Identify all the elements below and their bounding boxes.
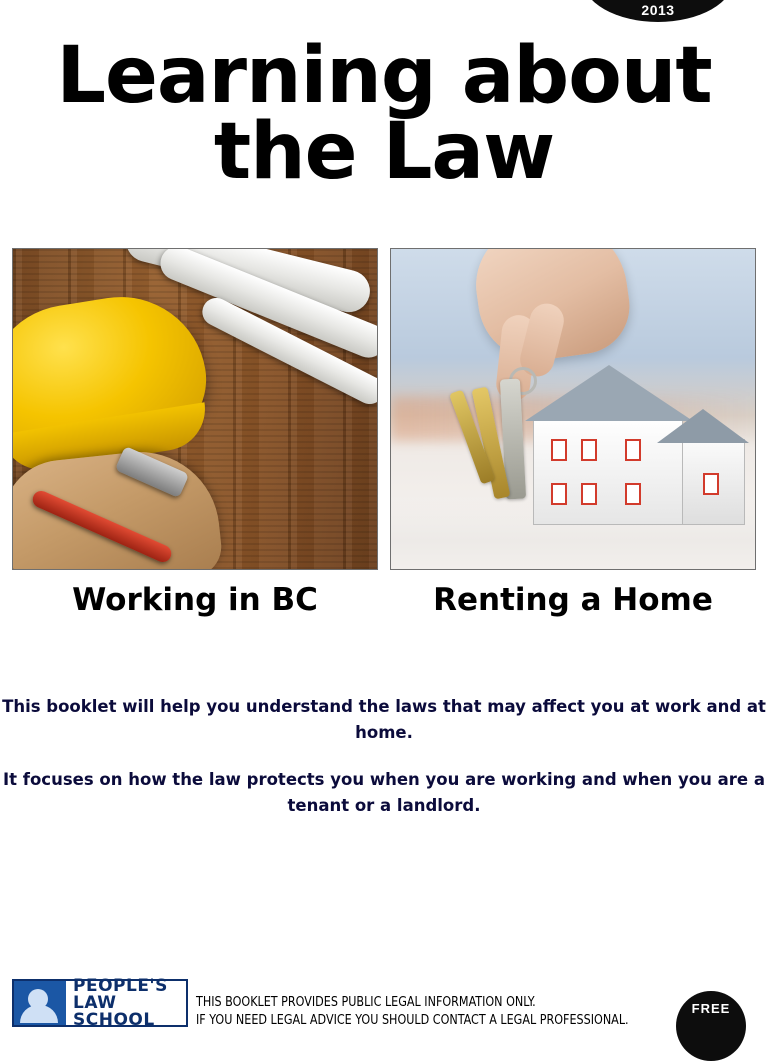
house-keys-photo <box>390 248 756 570</box>
free-badge-label: FREE <box>691 1001 731 1016</box>
peoples-law-school-logo[interactable] <box>12 975 188 1030</box>
photo-panels <box>12 248 756 618</box>
panel-caption-working: Working in BC <box>72 582 318 618</box>
house-window <box>581 483 597 505</box>
page-title <box>0 31 768 198</box>
year-badge-label: 2013 <box>641 2 675 18</box>
house-roof-secondary <box>657 409 749 443</box>
disclaimer-text <box>196 979 629 1029</box>
panel-working-in-bc <box>12 248 378 618</box>
house-window <box>551 483 567 505</box>
logo-person-icon <box>14 981 66 1025</box>
house-window <box>625 483 641 505</box>
free-badge <box>676 991 746 1061</box>
house-window <box>581 439 597 461</box>
house-window <box>703 473 719 495</box>
logo-person-body <box>20 1005 58 1023</box>
year-badge <box>582 0 734 22</box>
house-window <box>551 439 567 461</box>
intro-paragraph-2: It focuses on how the law protects you when you are working and when you are a tenant or a landlord. <box>3 770 765 815</box>
page-title-line-2: the Law <box>213 107 555 198</box>
panel-renting-a-home <box>390 248 756 618</box>
intro-text <box>0 694 768 818</box>
construction-tools-photo <box>12 248 378 570</box>
intro-paragraph-1: This booklet will help you understand the laws that may affect you at work and at home. <box>2 697 766 742</box>
logo-wordmark <box>66 975 186 1030</box>
logo-line-1: PEOPLE'S <box>73 975 168 996</box>
page-title-line-1: Learning about <box>56 31 712 121</box>
disclaimer-line-1: THIS BOOKLET PROVIDES PUBLIC LEGAL INFORMATION ONLY. <box>196 994 536 1010</box>
footer <box>12 975 756 1037</box>
house-window <box>625 439 641 461</box>
panel-caption-renting: Renting a Home <box>433 582 713 618</box>
model-house-icon <box>525 355 745 525</box>
disclaimer-line-2: IF YOU NEED LEGAL ADVICE YOU SHOULD CONTACT A LEGAL PROFESSIONAL. <box>196 1012 629 1029</box>
logo-line-2: LAW SCHOOL <box>73 992 155 1030</box>
